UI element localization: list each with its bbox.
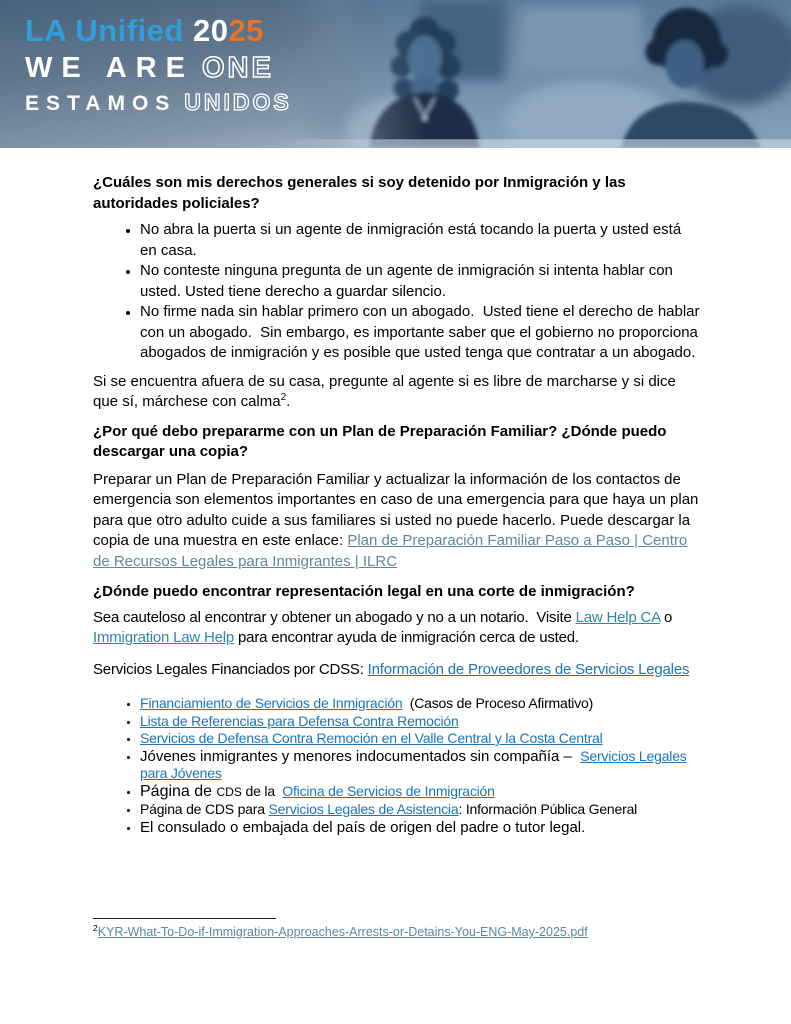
list-item <box>140 801 700 819</box>
superscript-footnote-ref: 2 <box>93 922 98 933</box>
text-segment: de la <box>241 782 283 799</box>
lista-referencias-link[interactable]: Lista de Referencias para Defensa Contra Remoción <box>140 712 459 729</box>
servicios-jovenes-link[interactable]: Servicios Legales para Jóvenes <box>140 747 687 781</box>
logo-unidos-outlined-text: UNIDOS <box>184 89 292 115</box>
list-item <box>140 261 700 302</box>
legal-resources-bullet-list <box>93 695 700 836</box>
list-item <box>140 302 700 364</box>
logo-line-brand <box>25 13 292 49</box>
question-heading-rights: ¿Cuáles son mis derechos generales si soy detenido por Inmigración y las autoridades policiales? <box>93 174 626 212</box>
list-item <box>140 748 700 783</box>
logo-year-25: 25 <box>228 13 264 48</box>
question-heading-legal-representation: ¿Dónde puedo encontrar representación legal en una corte de inmigración? <box>93 583 635 600</box>
list-item <box>140 220 700 261</box>
text-segment: Si se encuentra afuera de su casa, pregunte al agente si es libre de marcharse y si dice que sí, márchese con calma <box>93 372 676 410</box>
text-segment: Servicios Legales Financiados por CDSS: <box>93 660 368 678</box>
list-item <box>140 730 700 748</box>
header-banner <box>0 0 791 148</box>
footnote-divider <box>93 918 276 919</box>
text-segment: para encontrar ayuda de inmigración cerca de usted. <box>234 629 579 646</box>
text-segment: El consulado o embajada del país de origen del padre o tutor legal. <box>140 818 586 836</box>
text-segment: Página de <box>140 782 217 800</box>
financiamiento-link[interactable]: Financiamiento de Servicios de Inmigración <box>140 695 403 711</box>
paragraph-cdss-services <box>93 660 700 681</box>
superscript-footnote-ref: 2 <box>280 392 287 403</box>
law-help-ca-link[interactable]: Law Help CA <box>575 608 661 626</box>
text-segment: Jóvenes inmigrantes y menores indocumentados sin compañía – <box>140 747 581 765</box>
logo-line-we-are-one <box>25 52 292 85</box>
question-heading-family-plan: ¿Por qué debo prepararme con un Plan de Preparación Familiar? ¿Dónde puedo descargar una copia? <box>93 422 667 460</box>
list-item <box>140 819 700 837</box>
immigration-law-help-link[interactable]: Immigration Law Help <box>93 629 235 646</box>
photo-blue-overlay <box>269 0 791 148</box>
text-segment: No conteste ninguna pregunta de un agente de inmigración si intenta hablar con usted. Usted tiene derecho a guardar silencio. <box>140 262 673 300</box>
text-segment: Sea cauteloso al encontrar y obtener un abogado y no a un notario. Visite <box>93 608 576 626</box>
text-segment: No firme nada sin hablar primero con un abogado. Usted tiene el derecho de hablar con un abogado. Sin embargo, es importante saber que el gobierno no proporciona abogados de inmigración y es posible que usted tenga que contratar a un abogado. <box>140 303 700 361</box>
header-photo <box>269 0 791 148</box>
oficina-servicios-link[interactable]: Oficina de Servicios de Inmigración <box>282 782 495 799</box>
text-segment: o <box>660 608 673 626</box>
footnote <box>93 918 588 939</box>
text-segment: . <box>286 393 291 410</box>
list-item <box>140 695 700 713</box>
servicios-asistencia-link[interactable]: Servicios Legales de Asistencia <box>268 801 459 817</box>
logo-brand-text: LA Unified <box>25 13 193 48</box>
logo-line-estamos-unidos <box>25 89 292 116</box>
servicios-defensa-link[interactable]: Servicios de Defensa Contra Remoción en el Valle Central y la Costa Central <box>140 730 603 746</box>
ilrc-family-plan-link[interactable]: Plan de Preparación Familiar Paso a Paso | Centro de Recursos Legales para Inmigrantes | ILRC <box>93 532 688 570</box>
text-segment: No abra la puerta si un agente de inmigración está tocando la puerta y usted está en casa. <box>140 221 682 259</box>
footnote-pdf-link[interactable]: KYR-What-To-Do-if-Immigration-Approaches-Arrests-or-Detains-You-ENG-May-2025.pdf <box>97 925 588 939</box>
paragraph-family-plan <box>93 470 700 573</box>
logo-we-are-text: WE ARE <box>25 52 194 84</box>
text-segment: Preparar un Plan de Preparación Familiar y actualizar la información de los contactos de emergencia son elementos importantes en caso de una emergencia para que haya un plan para que otro adulto cuide a sus familiares si usted no puede hacerlo. Puede descargar la copia de una muestra en este enlace: <box>93 470 699 549</box>
footnote-text <box>93 922 588 939</box>
paragraph-outside-home <box>93 372 700 413</box>
text-segment: (Casos de Proceso Afirmativo) <box>402 695 594 711</box>
la-unified-logo <box>25 13 292 116</box>
logo-year-20: 20 <box>192 13 229 48</box>
logo-one-outlined-text: ONE <box>201 52 274 84</box>
paragraph-find-lawyer <box>93 608 700 649</box>
list-item <box>140 783 700 802</box>
cdss-providers-link[interactable]: Información de Proveedores de Servicios Legales <box>367 660 690 678</box>
logo-estamos-text: ESTAMOS <box>25 92 177 115</box>
list-item <box>140 713 700 731</box>
document-body <box>0 148 791 836</box>
text-segment: : Información Pública General <box>458 801 638 817</box>
rights-bullet-list <box>93 220 700 364</box>
text-segment: Página de CDS para <box>140 801 269 817</box>
text-segment: CDS <box>216 784 242 799</box>
